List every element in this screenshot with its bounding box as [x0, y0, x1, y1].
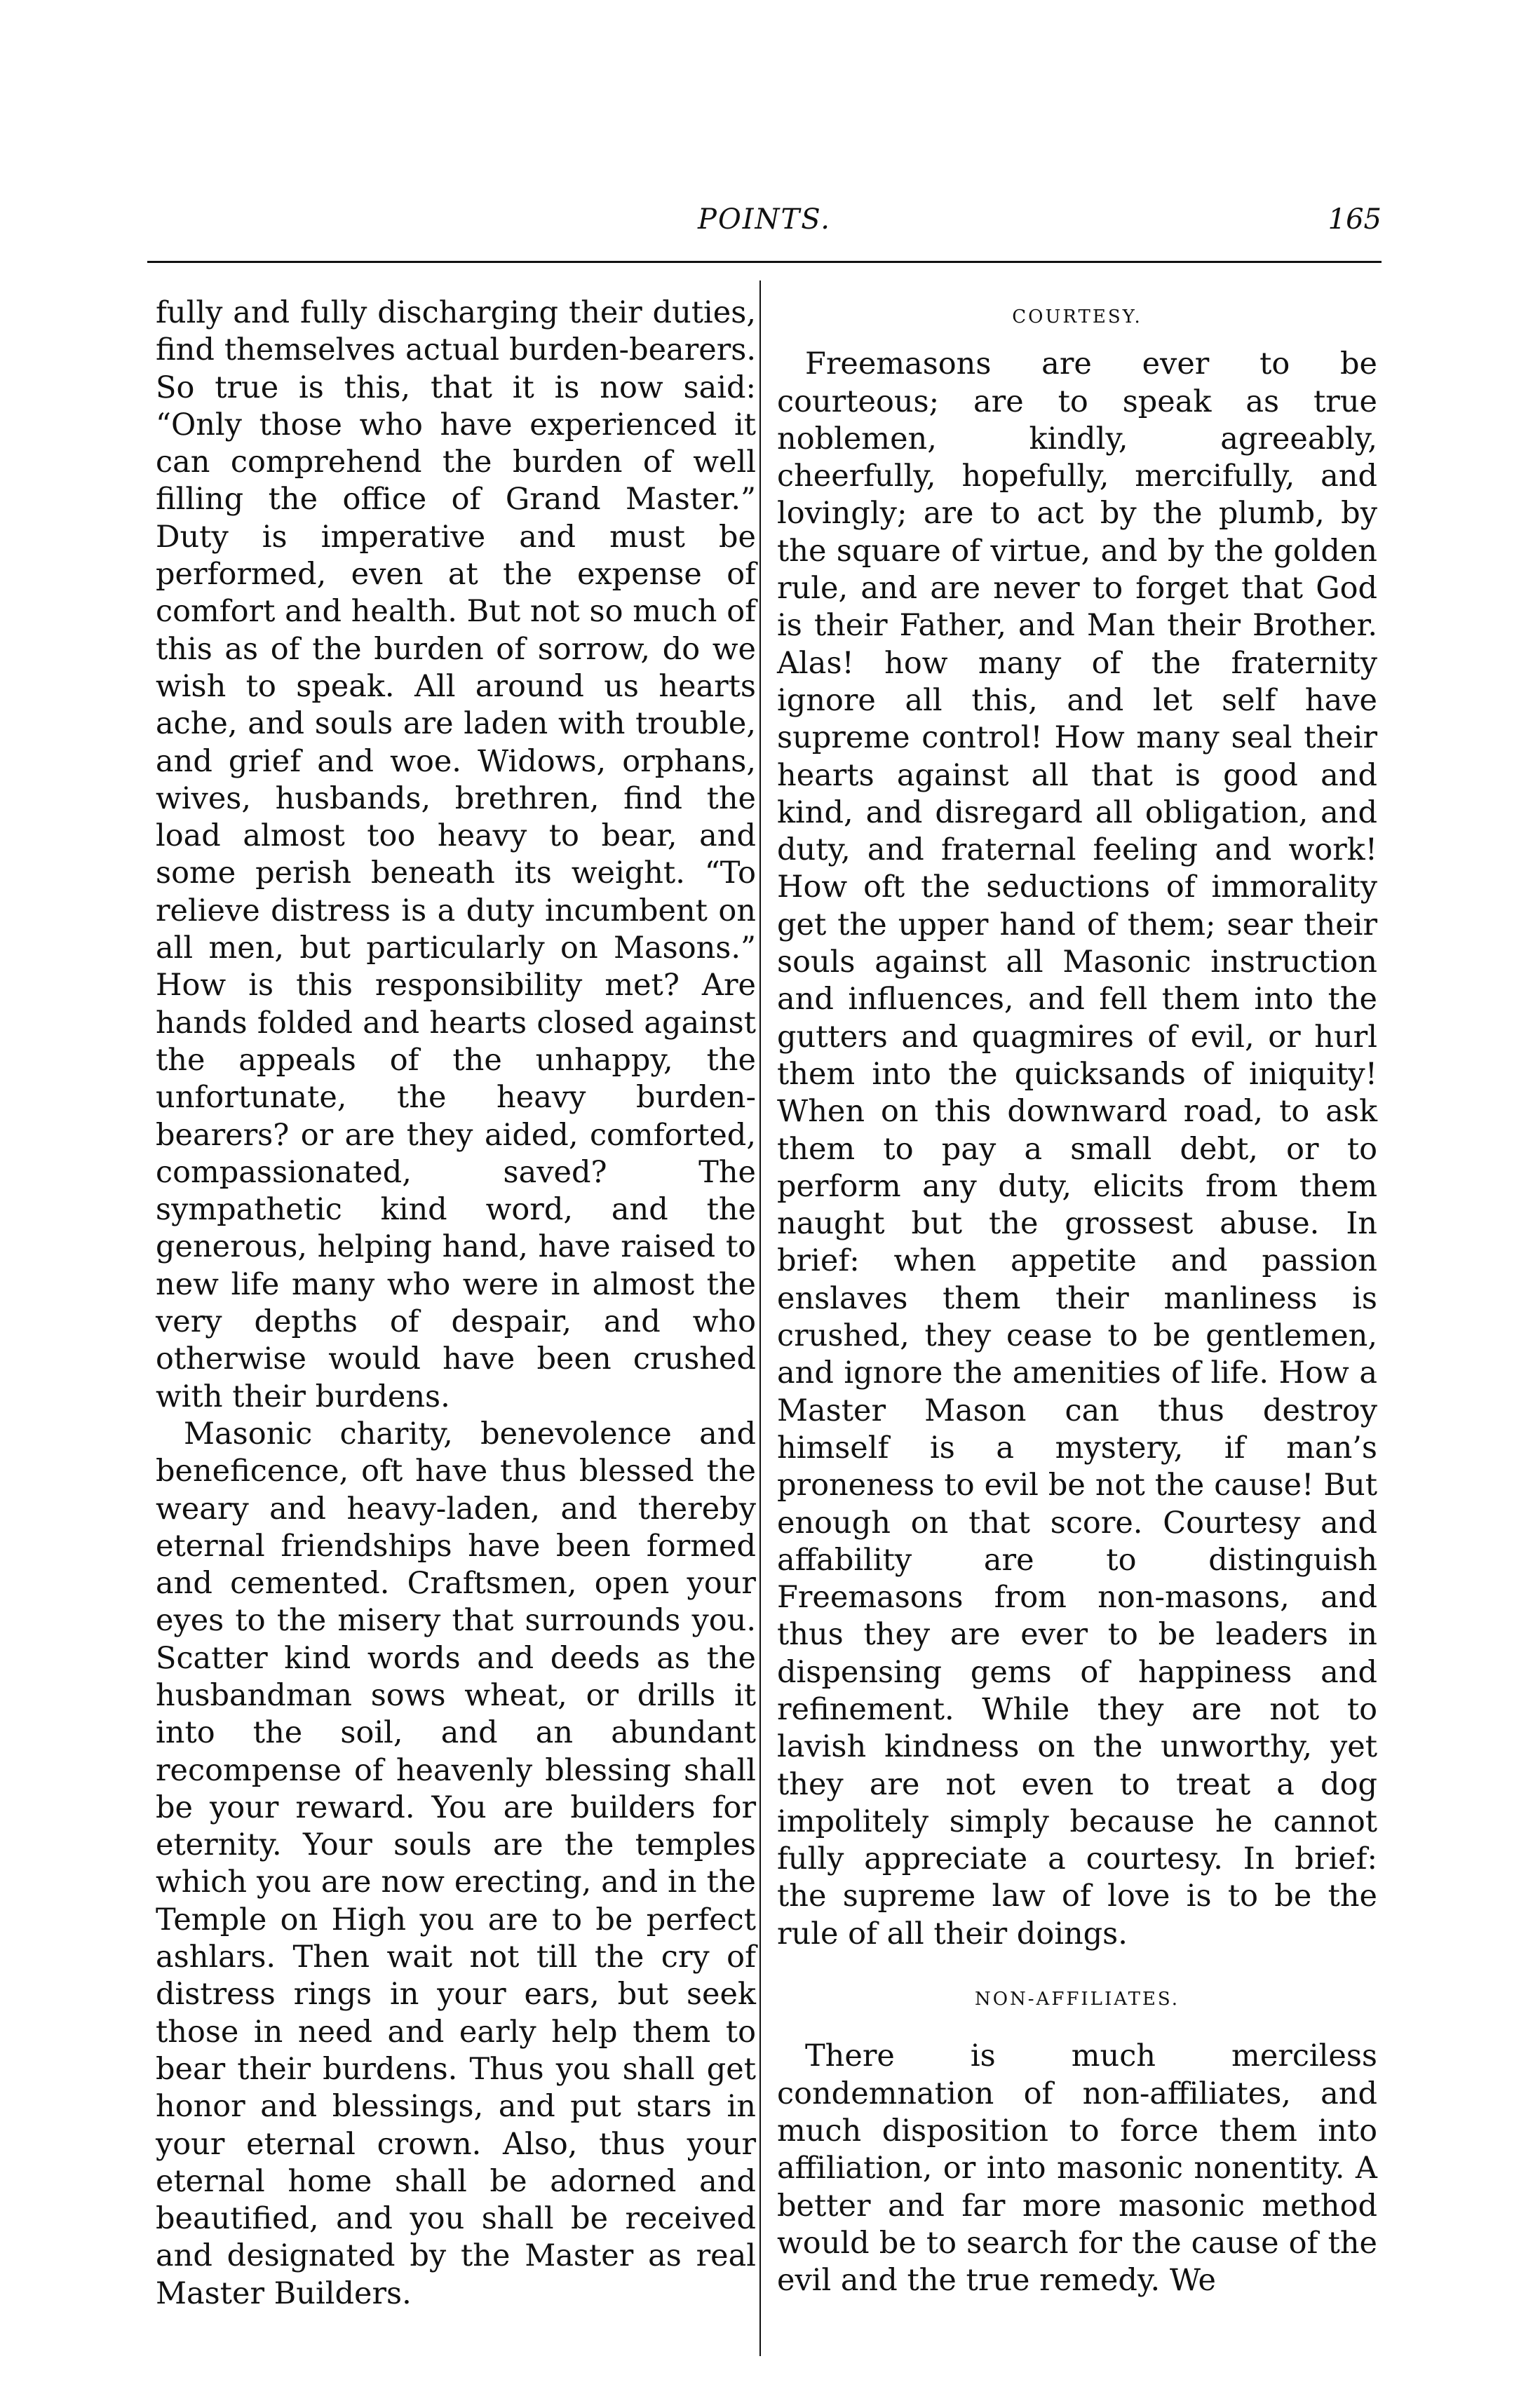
- column-divider: [759, 280, 761, 2356]
- right-column: [777, 295, 1377, 2299]
- paragraph-masonic-charity: Masonic charity, benevolence and beneficence, oft have thus blessed the weary and heavy-laden, and thereby eternal friendships have been formed and cemented. Craftsmen, open your eyes to the misery that surrounds you. Scatter kind words and deeds as the husbandman sows wheat, or drills it into the soil, and an abundant recompense of heavenly blessing shall be your reward. You are builders for eternity. Your souls are the temples which you are now erecting, and in the Temple on High you are to be perfect ashlars. Then wait not till the cry of distress rings in your ears, but seek those in need and early help them to bear their burdens. Thus you shall get honor and blessings, and put stars in your eternal crown. Also, thus your eternal home shall be adorned and beautified, and you shall be received and designated by the Master as real Master Builders.: [156, 1416, 756, 2311]
- running-head: [147, 203, 1382, 245]
- section-heading-non-affiliates: NON-AFFILIATES.: [974, 1989, 1180, 2010]
- paragraph-non-affiliates: There is much merciless condemnation of non-affiliates, and much disposition to force them into affiliation, or into masonic nonentity. A better and far more masonic method would be to search for the cause of the evil and the true remedy. We: [777, 2038, 1377, 2299]
- page-number: 165: [1328, 203, 1382, 236]
- section-heading-courtesy: COURTESY.: [1012, 306, 1142, 327]
- paragraph-burden-continued: fully and fully discharging their duties, find themselves actual burden-bearers. So true is this, that it is now said: “Only those who have experienced it can comprehend the burden of well filling the office of Grand Master.” Duty is imperative and must be performed, even at the expense of comfort and health. But not so much of this as of the burden of sorrow, do we wish to speak. All around us hearts ache, and souls are laden with trouble, and grief and woe. Widows, orphans, wives, husbands, brethren, find the load almost too heavy to bear, and some perish beneath its weight. “To relieve distress is a duty incumbent on all men, but particularly on Masons.” How is this responsibility met? Are hands folded and hearts closed against the appeals of the unhappy, the unfortunate, the heavy burden-bearers? or are they aided, comforted, compassionated, saved? The sympathetic kind word, and the generous, helping hand, have raised to new life many who were in almost the very depths of despair, and who otherwise would have been crushed with their burdens.: [156, 295, 756, 1414]
- left-column: [156, 295, 756, 2313]
- running-title: POINTS.: [698, 203, 831, 236]
- header-rule: [147, 261, 1382, 263]
- paragraph-courtesy: Freemasons are ever to be courteous; are to speak as true noblemen, kindly, agreeably, cheerfully, hopefully, mercifully, and lovingly; are to act by the plumb, by the square of virtue, and by the golden rule, and are never to forget that God is their Father, and Man their Brother. Alas! how many of the fraternity ignore all this, and let self have supreme control! How many seal their hearts against all that is good and kind, and disregard all obligation, and duty, and fraternal feeling and work! How oft the seductions of immorality get the upper hand of them; sear their souls against all Masonic instruction and influences, and fell them into the gutters and quagmires of evil, or hurl them into the quicksands of iniquity! When on this downward road, to ask them to pay a small debt, or to perform any duty, elicits from them naught but the grossest abuse. In brief: when appetite and passion enslaves them their manliness is crushed, they cease to be gentlemen, and ignore the amenities of life. How a Master Mason can thus destroy himself is a mystery, if man’s proneness to evil be not the cause! But enough on that score. Courtesy and affability are to distinguish Freemasons from non-masons, and thus they are ever to be leaders in dispensing gems of happiness and refinement. While they are not to lavish kindness on the unworthy, yet they are not even to treat a dog impolitely simply because he cannot fully appreciate a courtesy. In brief: the supreme law of love is to be the rule of all their doings.: [777, 346, 1377, 1952]
